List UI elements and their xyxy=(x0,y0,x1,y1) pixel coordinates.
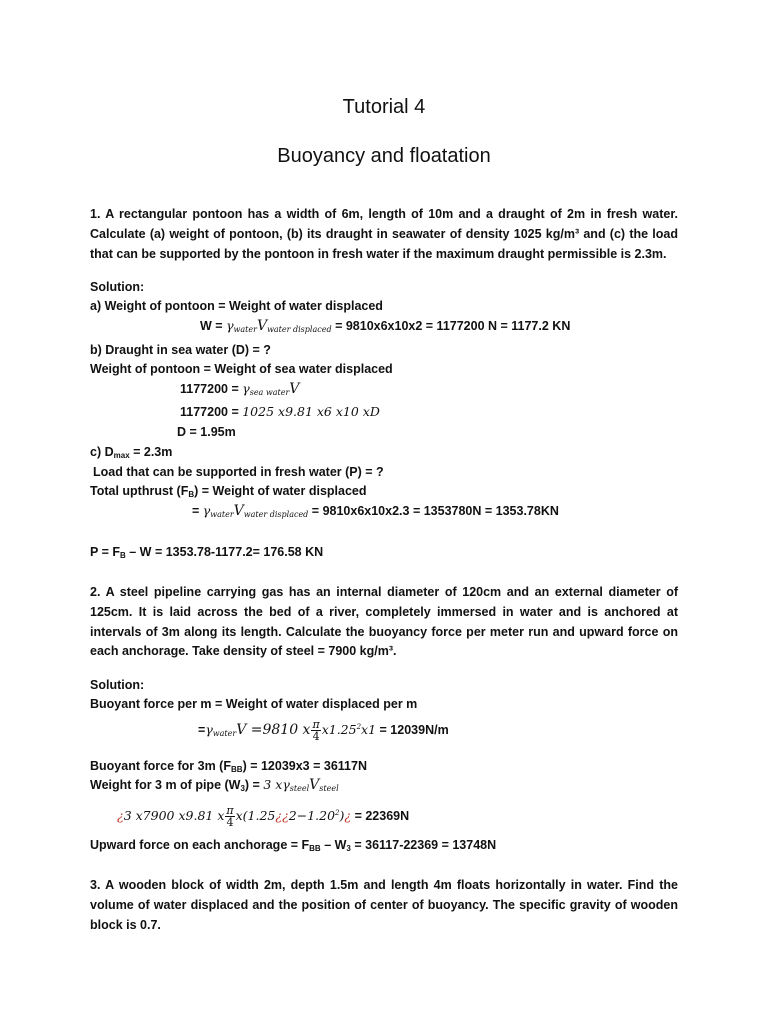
eq-part: ) xyxy=(339,808,345,823)
question-1-text: 1. A rectangular pontoon has a width of 6m, length of 10m and a draught of 2m in fresh water. Calculate (a) weight of pontoon, (b) its draught in seawater of density 1025 kg/m³ and (c) the load that can be supported by the pontoon in fresh water if the maximum draught permissible is 2.3m. xyxy=(90,207,678,261)
q1-equation-b1 xyxy=(180,380,299,402)
subscript: water xyxy=(210,510,234,519)
text: = 2.3m xyxy=(129,445,173,459)
text: – W = 1353.78-1177.2= 176.58 KN xyxy=(125,545,324,559)
eq-lhs: W = xyxy=(200,319,223,333)
q1-part-c xyxy=(90,443,172,465)
q1-equation-fb xyxy=(192,502,559,524)
eq-part: 2−1.20 xyxy=(288,808,336,823)
eq-lhs: = xyxy=(192,504,200,518)
q2-upward-force xyxy=(90,836,496,858)
text: Upward force on each anchorage = F xyxy=(90,838,310,852)
gamma-symbol: γ xyxy=(226,318,234,333)
q2-solution-label: Solution: xyxy=(90,678,145,692)
text: ) = 12039x3 = 36117N xyxy=(242,759,367,773)
pi-over-4-fraction xyxy=(311,719,320,742)
gamma-symbol: γ xyxy=(242,381,250,396)
text: c) D xyxy=(90,445,114,459)
text: = 36117-22369 = 13748N xyxy=(350,838,497,852)
q2-equation-1 xyxy=(198,718,449,743)
superscript: 2 xyxy=(335,809,340,817)
subscript: 3 xyxy=(346,844,351,853)
q2-weight-3m xyxy=(90,776,339,798)
eq-result: = 12039N/m xyxy=(376,723,449,737)
q1-load-line: Load that can be supported in fresh water (P) = ? xyxy=(93,465,384,479)
page-subtitle: Buoyancy and floatation xyxy=(277,145,491,167)
q1-upthrust-line xyxy=(90,482,367,504)
subscript: B xyxy=(188,490,195,499)
eq-part: 3 x7900 x9.81 x xyxy=(123,808,225,823)
subscript: BB xyxy=(309,844,321,853)
subscript: sea water xyxy=(249,388,290,397)
subscript: max xyxy=(113,451,130,460)
eq-part: x1.25 xyxy=(321,722,357,737)
eq-rhs: 1025 x9.81 x6 x10 xD xyxy=(242,404,380,419)
q1-result-d: D = 1.95m xyxy=(177,425,236,439)
volume-symbol: V xyxy=(233,503,244,519)
subscript: 3 xyxy=(240,784,245,793)
gamma-symbol: γ xyxy=(205,722,213,737)
q1-result-p xyxy=(90,543,323,565)
glyph: ¿ xyxy=(117,808,124,823)
q2-line1: Buoyant force per m = Weight of water displaced per m xyxy=(90,697,418,711)
glyph: ¿¿ xyxy=(275,808,289,823)
pi-over-4-fraction xyxy=(225,805,234,828)
subscript: BB xyxy=(231,765,243,774)
subscript: water displaced xyxy=(267,325,332,334)
q1-part-a: a) Weight of pontoon = Weight of water displaced xyxy=(90,299,383,313)
text: P = F xyxy=(90,545,120,559)
superscript: 2 xyxy=(356,723,362,731)
text: Buoyant force for 3m (F xyxy=(90,759,231,773)
subscript: water displaced xyxy=(243,510,309,519)
text: Weight for 3 m of pipe (W xyxy=(90,778,241,792)
text: – W xyxy=(320,838,347,852)
eq-lhs: 1177200 = xyxy=(180,405,239,419)
q1-equation-weight xyxy=(200,317,570,339)
subscript: water xyxy=(212,729,237,738)
q1-part-b-line2: Weight of pontoon = Weight of sea water displaced xyxy=(90,362,393,376)
eq-lhs: 1177200 = xyxy=(180,382,239,396)
volume-symbol: V xyxy=(289,381,300,397)
eq-part: V =9810 x xyxy=(236,722,311,738)
text: ) = xyxy=(244,778,264,792)
subscript: B xyxy=(120,551,126,560)
q1-solution-label: Solution: xyxy=(90,280,145,294)
eq-rhs: = 9810x6x10x2.3 = 1353780N = 1353.78KN xyxy=(311,504,559,518)
subscript: steel xyxy=(319,784,339,793)
q1-equation-b2 xyxy=(180,403,380,421)
denominator: 4 xyxy=(312,730,320,744)
eq-rhs: = 9810x6x10x2 = 1177200 N = 1177.2 KN xyxy=(335,319,571,333)
eq-lhs: = xyxy=(198,723,206,737)
question-3-text: 3. A wooden block of width 2m, depth 1.5m and length 4m floats horizontally in water. Find the volume of water displaced and the position of center of buoyancy. The specific gravity of wooden block is 0.7. xyxy=(90,878,678,932)
volume-symbol: V xyxy=(309,777,320,793)
eq-part: 3 x xyxy=(263,777,283,792)
gamma-symbol: γ xyxy=(282,777,290,792)
gamma-symbol: γ xyxy=(202,503,211,518)
denominator: 4 xyxy=(226,816,234,830)
page-title: Tutorial 4 xyxy=(342,96,426,118)
q1-part-b: b) Draught in sea water (D) = ? xyxy=(90,343,271,357)
q2-equation-2 xyxy=(117,804,409,828)
glyph: ¿ xyxy=(344,808,352,823)
subscript: water xyxy=(233,325,257,334)
eq-part: x(1.25 xyxy=(235,808,276,823)
numerator: π xyxy=(312,718,320,732)
volume-symbol: V xyxy=(256,318,268,334)
eq-part: x1 xyxy=(361,722,377,737)
numerator: π xyxy=(226,804,234,818)
question-2-text: 2. A steel pipeline carrying gas has an internal diameter of 120cm and an external diameter of 125cm. It is laid across the bed of a river, completely immersed in water and is anchored at intervals of 3m along its length. Calculate the buoyancy force per meter run and upward force on each anchorage. Take density of steel = 7900 kg/m³. xyxy=(90,585,678,659)
subscript: steel xyxy=(289,784,310,793)
text: Total upthrust (F xyxy=(90,484,189,498)
eq-result: = 22369N xyxy=(351,809,410,823)
text: ) = Weight of water displaced xyxy=(194,484,367,498)
